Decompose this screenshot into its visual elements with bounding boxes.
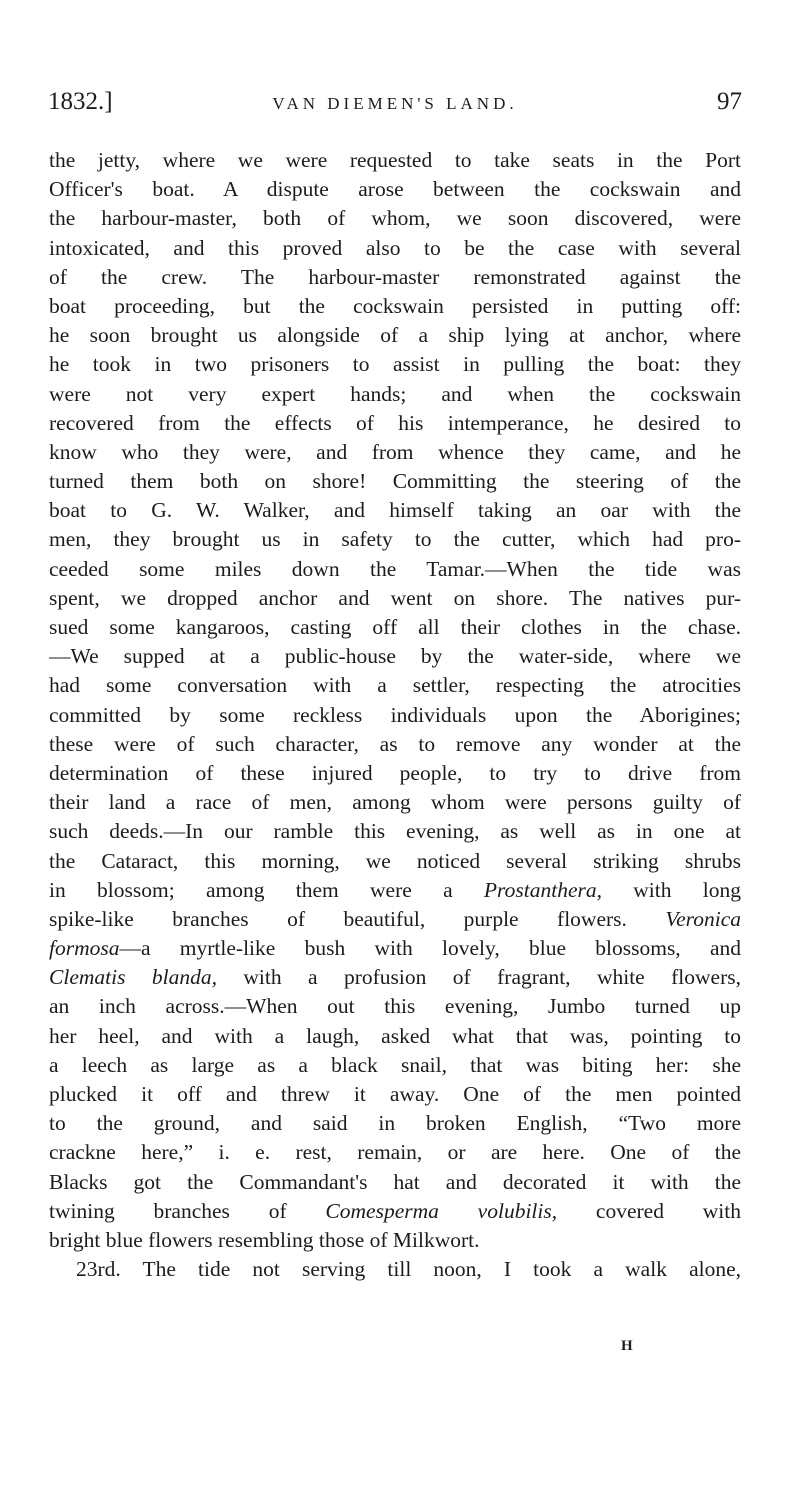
text-line bbox=[49, 671, 741, 700]
text-line bbox=[49, 1080, 741, 1109]
text-line bbox=[49, 701, 741, 730]
text-segment: ceeded some miles down the Tamar.—When the tide was bbox=[49, 556, 741, 581]
text-line bbox=[49, 175, 741, 204]
text-line bbox=[49, 380, 741, 409]
text-line bbox=[49, 409, 741, 438]
text-segment: such deeds.—In our ramble this evening, as well as in one at bbox=[49, 819, 741, 844]
text-segment: Officer's boat. A dispute arose between the cockswain and bbox=[49, 177, 741, 202]
text-segment: the Cataract, this morning, we noticed several striking shrubs bbox=[49, 848, 741, 873]
text-line bbox=[49, 1197, 741, 1226]
text-line bbox=[49, 759, 741, 788]
running-header bbox=[48, 88, 742, 122]
text-line bbox=[49, 1226, 741, 1255]
text-segment: were not very expert hands; and when the cockswain bbox=[49, 381, 741, 406]
text-line bbox=[49, 905, 741, 934]
text-segment: with long bbox=[601, 877, 741, 902]
text-line bbox=[49, 613, 741, 642]
text-segment: to the ground, and said in broken English, “Two more bbox=[49, 1111, 741, 1136]
text-segment: sued some kangaroos, casting off all their clothes in the chase. bbox=[49, 615, 741, 639]
body-text bbox=[49, 146, 741, 1284]
text-segment: boat proceeding, but the cockswain persisted in putting off: bbox=[49, 293, 741, 318]
text-segment: boat to G. W. Walker, and himself taking an oar with the bbox=[49, 498, 741, 523]
italic-text: Prostanthera, bbox=[483, 877, 602, 902]
text-segment: a leech as large as a black snail, that was biting her: she bbox=[49, 1052, 741, 1077]
text-segment: her heel, and with a laugh, asked what that was, pointing to bbox=[49, 1023, 741, 1048]
text-line bbox=[49, 555, 741, 584]
text-segment: had some conversation with a settler, respecting the atrocities bbox=[49, 673, 741, 698]
text-line bbox=[49, 1138, 741, 1167]
text-segment: crackne here,” i. e. rest, remain, or are here. One of the bbox=[49, 1140, 741, 1165]
text-segment: 23rd. The tide not serving till noon, I took a walk alone, bbox=[76, 1257, 741, 1282]
text-line bbox=[49, 847, 741, 876]
text-segment: he soon brought us alongside of a ship lying at anchor, where bbox=[49, 323, 741, 348]
text-segment: recovered from the effects of his intemperance, he desired to bbox=[49, 410, 741, 435]
text-line bbox=[49, 146, 741, 175]
text-segment: —a myrtle-like bush with lovely, blue blossoms, and bbox=[119, 936, 741, 961]
text-line bbox=[49, 292, 741, 321]
text-segment: the jetty, where we were requested to take seats in the Port bbox=[49, 148, 741, 172]
text-segment: spike-like branches of beautiful, purple flowers. bbox=[49, 906, 666, 931]
text-line bbox=[49, 642, 741, 671]
text-segment: an inch across.—When out this evening, Jumbo turned up bbox=[49, 994, 741, 1019]
text-line bbox=[49, 1051, 741, 1080]
text-segment: intoxicated, and this proved also to be the case with several bbox=[49, 235, 741, 260]
text-line bbox=[49, 934, 741, 963]
text-segment: bright blue flowers resembling those of Milkwort. bbox=[49, 1227, 480, 1252]
text-line bbox=[49, 584, 741, 613]
header-title: VAN DIEMEN'S LAND. bbox=[272, 94, 518, 113]
text-line bbox=[49, 204, 741, 233]
text-segment: turned them both on shore! Committing the steering of the bbox=[49, 469, 741, 494]
italic-text: Clematis blanda, bbox=[49, 965, 217, 990]
text-segment: committed by some reckless individuals upon the Aborigines; bbox=[49, 702, 741, 727]
text-segment: Blacks got the Commandant's hat and decorated it with the bbox=[49, 1169, 741, 1194]
signature-mark: H bbox=[621, 1338, 634, 1354]
italic-text: Comesperma volubilis, bbox=[325, 1198, 558, 1223]
text-segment: plucked it off and threw it away. One of the men pointed bbox=[49, 1082, 741, 1106]
text-segment: of the crew. The harbour-master remonstrated against the bbox=[49, 264, 741, 289]
text-line bbox=[49, 350, 741, 379]
header-year: 1832.] bbox=[48, 88, 113, 115]
text-segment: their land a race of men, among whom were persons guilty of bbox=[49, 790, 741, 815]
text-line bbox=[49, 876, 741, 905]
text-line bbox=[49, 263, 741, 292]
text-line bbox=[49, 1255, 741, 1284]
text-segment: twining branches of bbox=[49, 1198, 326, 1223]
text-line bbox=[49, 788, 741, 817]
text-segment: he took in two prisoners to assist in pulling the boat: they bbox=[49, 352, 741, 377]
text-segment: in blossom; among them were a bbox=[49, 877, 484, 902]
text-segment: determination of these injured people, to try to drive from bbox=[49, 760, 741, 785]
italic-text: formosa bbox=[49, 936, 120, 961]
text-segment: these were of such character, as to remove any wonder at the bbox=[49, 731, 741, 756]
text-line bbox=[49, 234, 741, 263]
text-line bbox=[49, 1022, 741, 1051]
text-line bbox=[49, 321, 741, 350]
text-line bbox=[49, 817, 741, 846]
text-line bbox=[49, 992, 741, 1021]
text-line bbox=[49, 1168, 741, 1197]
page-number: 97 bbox=[717, 88, 742, 115]
text-line bbox=[49, 730, 741, 759]
text-line bbox=[49, 525, 741, 554]
text-segment: —We supped at a public-house by the water-side, where we bbox=[49, 644, 741, 669]
text-line bbox=[49, 496, 741, 525]
text-line bbox=[49, 1109, 741, 1138]
text-segment: the harbour-master, both of whom, we soon discovered, were bbox=[49, 206, 741, 231]
text-segment: know who they were, and from whence they came, and he bbox=[49, 439, 741, 464]
text-line bbox=[49, 963, 741, 992]
text-line bbox=[49, 438, 741, 467]
text-line bbox=[49, 467, 741, 496]
text-segment: covered with bbox=[557, 1198, 741, 1223]
text-segment: men, they brought us in safety to the cutter, which had pro- bbox=[49, 527, 741, 552]
text-segment: spent, we dropped anchor and went on shore. The natives pur- bbox=[49, 585, 741, 610]
italic-text: Veronica bbox=[665, 906, 741, 931]
text-segment: with a profusion of fragrant, white flowers, bbox=[216, 965, 741, 990]
